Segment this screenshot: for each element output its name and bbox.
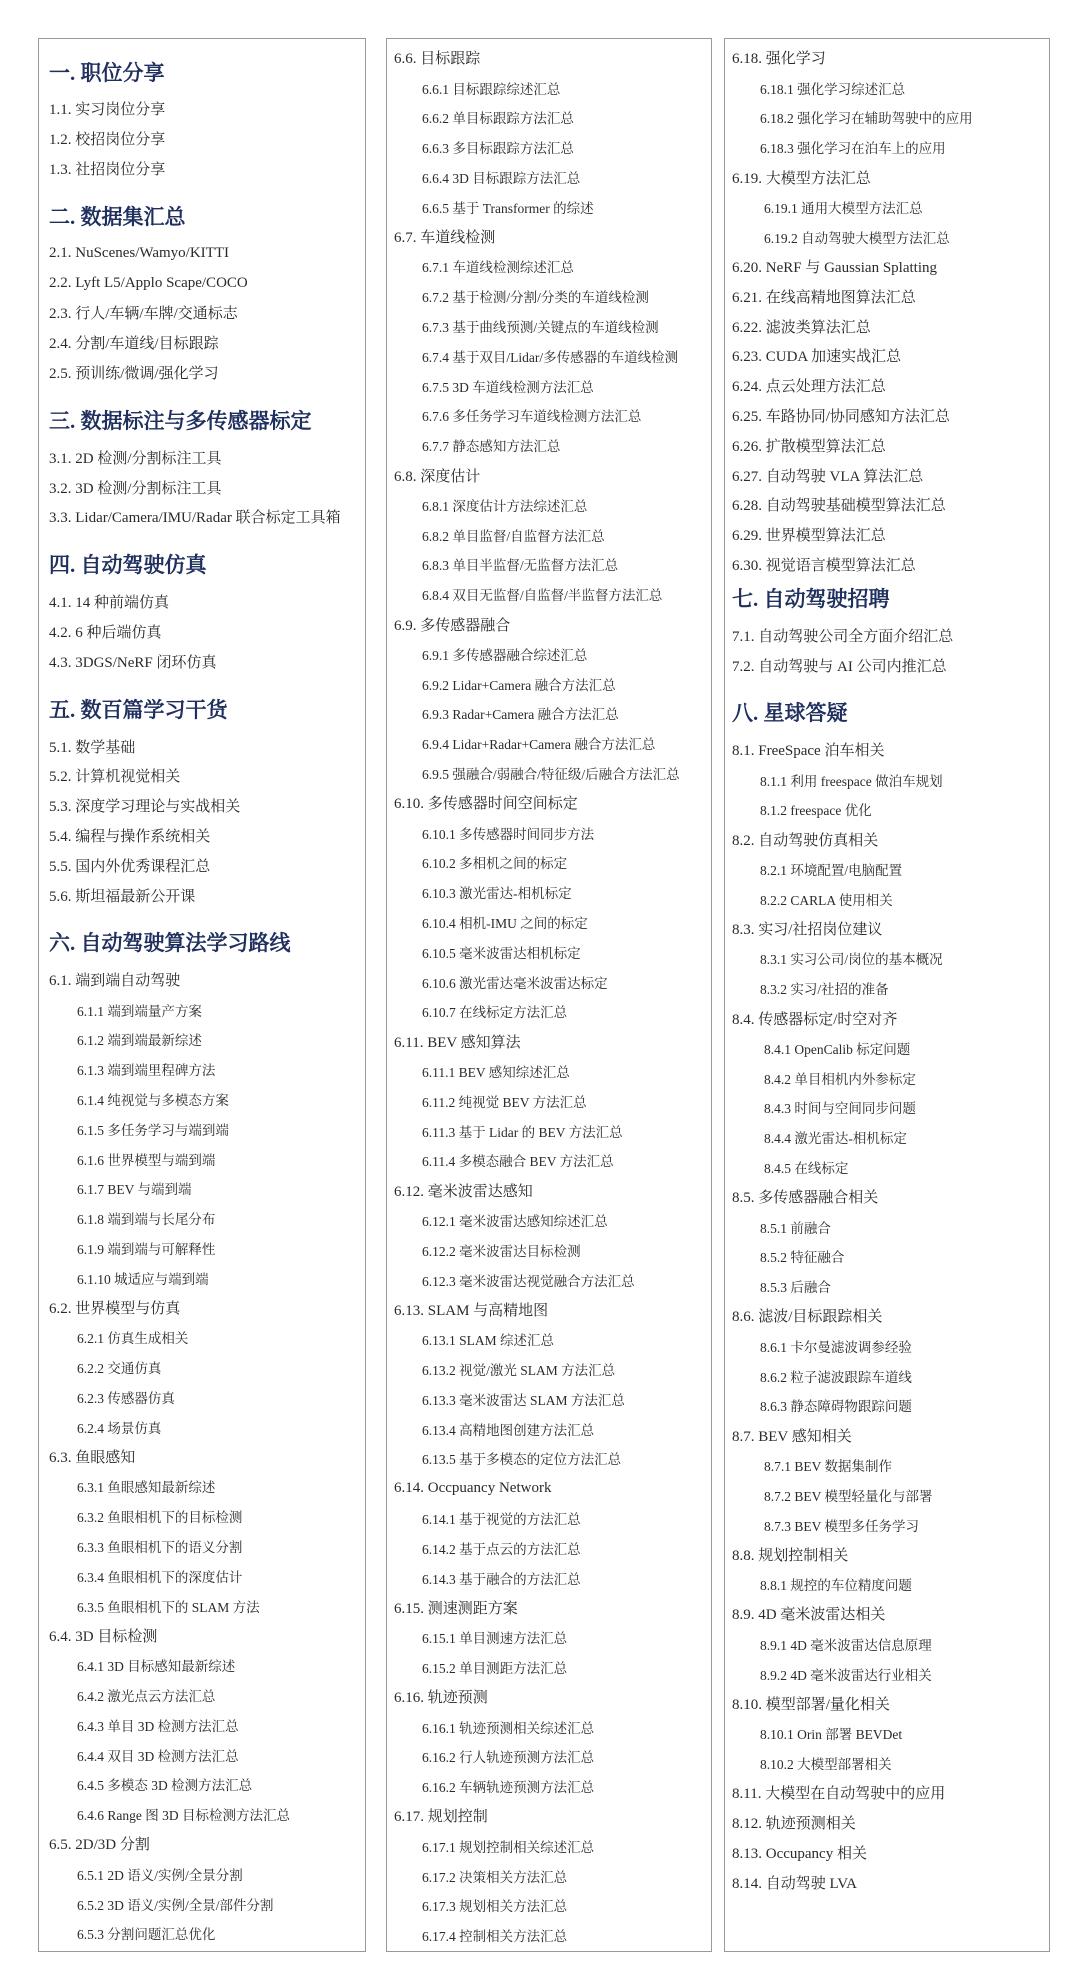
toc-subitem: 6.10.7 在线标定方法汇总 (422, 1005, 568, 1021)
toc-item: 8.6. 滤波/目标跟踪相关 (732, 1309, 883, 1326)
toc-item: 7.1. 自动驾驶公司全方面介绍汇总 (732, 628, 954, 645)
toc-subitem: 6.3.3 鱼眼相机下的语义分割 (77, 1539, 243, 1555)
toc-subitem: 8.5.1 前融合 (760, 1220, 831, 1236)
toc-subitem: 6.16.1 轨迹预测相关综述汇总 (422, 1720, 595, 1736)
toc-item: 8.5. 多传感器融合相关 (732, 1190, 879, 1207)
toc-subitem: 6.11.4 多模态融合 BEV 方法汇总 (422, 1154, 614, 1170)
toc-subitem: 6.9.2 Lidar+Camera 融合方法汇总 (422, 677, 616, 693)
toc-subitem: 8.6.1 卡尔曼滤波调参经验 (760, 1339, 912, 1355)
toc-item: 6.2. 世界模型与仿真 (49, 1301, 181, 1318)
toc-item: 2.2. Lyft L5/Applo Scape/COCO (49, 274, 248, 291)
toc-subitem: 8.3.1 实习公司/岗位的基本概况 (760, 952, 943, 968)
toc-subitem: 6.9.4 Lidar+Radar+Camera 融合方法汇总 (422, 737, 656, 753)
toc-subitem: 6.11.3 基于 Lidar 的 BEV 方法汇总 (422, 1124, 623, 1140)
toc-subitem: 6.16.2 车辆轨迹预测方法汇总 (422, 1780, 595, 1796)
toc-subitem: 6.17.1 规划控制相关综述汇总 (422, 1839, 595, 1855)
toc-item: 6.13. SLAM 与高精地图 (394, 1302, 549, 1319)
toc-item: 6.26. 扩散模型算法汇总 (732, 438, 886, 455)
toc-subitem: 6.10.4 相机-IMU 之间的标定 (422, 916, 588, 931)
toc-item: 1.3. 社招岗位分享 (49, 161, 166, 178)
toc-item: 6.30. 视觉语言模型算法汇总 (732, 557, 916, 574)
toc-subitem: 6.19.2 自动驾驶大模型方法汇总 (764, 230, 950, 246)
toc-subitem: 8.5.3 后融合 (760, 1280, 831, 1296)
toc-item: 6.29. 世界模型算法汇总 (732, 528, 886, 545)
toc-subitem: 6.1.2 端到端最新综述 (77, 1033, 202, 1049)
toc-subitem: 6.17.4 控制相关方法汇总 (422, 1929, 568, 1945)
section-gap (49, 183, 365, 197)
toc-subitem: 6.7.5 3D 车道线检测方法汇总 (422, 379, 594, 395)
toc-item: 6.25. 车路协同/协同感知方法汇总 (732, 408, 950, 425)
toc-item: 6.3. 鱼眼感知 (49, 1450, 136, 1467)
toc-column-3 (724, 38, 1050, 1952)
toc-item: 4.2. 6 种后端仿真 (49, 624, 162, 641)
toc-subitem: 6.6.1 目标跟踪综述汇总 (422, 81, 561, 97)
toc-subitem: 8.4.2 单目相机内外参标定 (764, 1071, 916, 1087)
toc-item: 2.4. 分割/车道线/目标跟踪 (49, 336, 219, 353)
toc-subitem: 8.2.1 环境配置/电脑配置 (760, 863, 903, 879)
toc-subitem: 8.5.2 特征融合 (760, 1250, 845, 1266)
toc-subitem: 6.13.3 毫米波雷达 SLAM 方法汇总 (422, 1392, 625, 1408)
toc-subitem: 6.4.1 3D 目标感知最新综述 (77, 1659, 236, 1675)
toc-subitem: 6.1.6 世界模型与端到端 (77, 1152, 216, 1168)
toc-item: 5.6. 斯坦福最新公开课 (49, 888, 196, 905)
toc-subitem: 6.4.6 Range 图 3D 目标检测方法汇总 (77, 1808, 290, 1824)
toc-item: 6.23. CUDA 加速实战汇总 (732, 349, 902, 366)
toc-subitem: 6.13.5 基于多模态的定位方法汇总 (422, 1452, 622, 1468)
toc-item: 8.3. 实习/社招岗位建议 (732, 922, 883, 939)
toc-subitem: 6.14.2 基于点云的方法汇总 (422, 1541, 581, 1557)
toc-item: 6.19. 大模型方法汇总 (732, 170, 871, 187)
toc-item: 5.5. 国内外优秀课程汇总 (49, 858, 211, 875)
toc-subitem: 6.11.1 BEV 感知综述汇总 (422, 1064, 570, 1080)
toc-subitem: 8.10.2 大模型部署相关 (760, 1756, 892, 1772)
toc-subitem: 6.7.3 基于曲线预测/关键点的车道线检测 (422, 320, 659, 336)
toc-subitem: 6.9.5 强融合/弱融合/特征级/后融合方法汇总 (422, 767, 680, 783)
toc-subitem: 6.12.2 毫米波雷达目标检测 (422, 1243, 581, 1259)
toc-item: 8.7. BEV 感知相关 (732, 1428, 852, 1445)
toc-subitem: 6.1.3 端到端里程碑方法 (77, 1063, 216, 1079)
toc-subitem: 6.7.2 基于检测/分割/分类的车道线检测 (422, 290, 649, 306)
toc-item: 5.3. 深度学习理论与实战相关 (49, 799, 241, 816)
toc-item: 6.16. 轨迹预测 (394, 1690, 488, 1707)
toc-item: 6.10. 多传感器时间空间标定 (394, 796, 578, 813)
toc-subitem: 6.12.3 毫米波雷达视觉融合方法汇总 (422, 1273, 635, 1289)
toc-column-1 (38, 38, 366, 1952)
toc-subitem: 6.1.8 端到端与长尾分布 (77, 1212, 216, 1228)
toc-item: 8.8. 规划控制相关 (732, 1547, 849, 1564)
toc-subitem: 6.2.1 仿真生成相关 (77, 1331, 189, 1347)
toc-item: 8.2. 自动驾驶仿真相关 (732, 832, 879, 849)
toc-subitem: 6.1.10 城适应与端到端 (77, 1271, 209, 1287)
toc-subitem: 6.16.2 行人轨迹预测方法汇总 (422, 1750, 595, 1766)
section-gap (49, 532, 365, 546)
toc-subitem: 8.6.2 粒子滤波跟踪车道线 (760, 1369, 912, 1385)
toc-subitem: 6.4.3 单目 3D 检测方法汇总 (77, 1718, 239, 1734)
toc-subitem: 8.4.1 OpenCalib 标定问题 (764, 1041, 911, 1057)
toc-item: 8.11. 大模型在自动驾驶中的应用 (732, 1786, 946, 1803)
section-heading: 三. 数据标注与多传感器标定 (49, 408, 312, 433)
toc-subitem: 8.9.2 4D 毫米波雷达行业相关 (760, 1667, 932, 1683)
toc-subitem: 6.10.2 多相机之间的标定 (422, 856, 568, 872)
toc-item: 6.12. 毫米波雷达感知 (394, 1183, 533, 1200)
toc-subitem: 6.8.2 单目监督/自监督方法汇总 (422, 528, 605, 544)
toc-column-2 (386, 38, 712, 1952)
section-heading: 一. 职位分享 (49, 60, 165, 85)
toc-subitem: 8.4.4 激光雷达-相机标定 (764, 1131, 907, 1147)
toc-subitem: 6.1.1 端到端量产方案 (77, 1003, 202, 1019)
toc-item: 6.8. 深度估计 (394, 468, 481, 485)
toc-subitem: 6.3.2 鱼眼相机下的目标检测 (77, 1510, 243, 1526)
toc-item: 6.15. 测速测距方案 (394, 1600, 518, 1617)
section-heading: 八. 星球答疑 (732, 701, 848, 726)
toc-item: 6.4. 3D 目标检测 (49, 1628, 158, 1645)
toc-subitem: 8.8.1 规控的车位精度问题 (760, 1578, 912, 1594)
toc-subitem: 6.4.4 双目 3D 检测方法汇总 (77, 1748, 239, 1764)
toc-subitem: 6.5.3 分割问题汇总优化 (77, 1927, 216, 1943)
toc-subitem: 8.6.3 静态障碍物跟踪问题 (760, 1399, 912, 1415)
toc-subitem: 6.7.6 多任务学习车道线检测方法汇总 (422, 409, 642, 425)
toc-item: 6.21. 在线高精地图算法汇总 (732, 289, 916, 306)
toc-subitem: 6.2.3 传感器仿真 (77, 1390, 175, 1406)
toc-item: 2.3. 行人/车辆/车牌/交通标志 (49, 306, 238, 323)
toc-subitem: 6.18.2 强化学习在辅助驾驶中的应用 (760, 111, 973, 127)
toc-item: 6.28. 自动驾驶基础模型算法汇总 (732, 498, 946, 515)
toc-subitem: 6.8.3 单目半监督/无监督方法汇总 (422, 558, 619, 574)
toc-subitem: 6.6.5 基于 Transformer 的综述 (422, 200, 594, 216)
toc-subitem: 6.17.3 规划相关方法汇总 (422, 1899, 568, 1915)
toc-subitem: 6.5.2 3D 语义/实例/全景/部件分割 (77, 1897, 274, 1913)
toc-subitem: 6.6.4 3D 目标跟踪方法汇总 (422, 171, 581, 187)
section-heading: 五. 数百篇学习干货 (49, 697, 228, 722)
toc-subitem: 8.4.3 时间与空间同步问题 (764, 1101, 916, 1117)
toc-item: 6.7. 车道线检测 (394, 230, 496, 247)
toc-item: 6.5. 2D/3D 分割 (49, 1837, 150, 1854)
toc-subitem: 8.10.1 Orin 部署 BEVDet (760, 1727, 903, 1743)
toc-subitem: 8.2.2 CARLA 使用相关 (760, 892, 893, 908)
toc-subitem: 6.4.5 多模态 3D 检测方法汇总 (77, 1778, 253, 1794)
toc-subitem: 6.14.1 基于视觉的方法汇总 (422, 1511, 581, 1527)
toc-item: 3.2. 3D 检测/分割标注工具 (49, 480, 222, 497)
section-gap (49, 387, 365, 401)
toc-subitem: 6.1.4 纯视觉与多模态方案 (77, 1093, 229, 1109)
toc-subitem: 6.1.9 端到端与可解释性 (77, 1242, 216, 1257)
toc-item: 8.9. 4D 毫米波雷达相关 (732, 1607, 886, 1624)
toc-item: 2.1. NuScenes/Wamyo/KITTI (49, 244, 229, 261)
section-heading: 六. 自动驾驶算法学习路线 (49, 931, 291, 956)
toc-subitem: 6.18.3 强化学习在泊车上的应用 (760, 141, 946, 157)
section-gap (49, 910, 365, 924)
section-heading: 二. 数据集汇总 (49, 204, 186, 229)
toc-subitem: 6.18.1 强化学习综述汇总 (760, 81, 906, 97)
toc-item: 6.22. 滤波类算法汇总 (732, 319, 871, 336)
toc-item: 6.17. 规划控制 (394, 1809, 488, 1826)
toc-item: 3.1. 2D 检测/分割标注工具 (49, 450, 222, 467)
toc-item: 1.1. 实习岗位分享 (49, 102, 166, 119)
toc-item: 8.12. 轨迹预测相关 (732, 1816, 856, 1833)
toc-item: 6.20. NeRF 与 Gaussian Splatting (732, 259, 937, 276)
toc-item: 7.2. 自动驾驶与 AI 公司内推汇总 (732, 658, 947, 675)
toc-item: 6.6. 目标跟踪 (394, 51, 481, 68)
section-gap (49, 676, 365, 690)
toc-subitem: 6.17.2 决策相关方法汇总 (422, 1869, 568, 1885)
toc-subitem: 6.7.4 基于双目/Lidar/多传感器的车道线检测 (422, 349, 679, 365)
toc-item: 8.14. 自动驾驶 LVA (732, 1875, 858, 1892)
toc-item: 6.24. 点云处理方法汇总 (732, 379, 886, 396)
toc-subitem: 6.11.2 纯视觉 BEV 方法汇总 (422, 1094, 587, 1110)
toc-subitem: 8.7.1 BEV 数据集制作 (764, 1458, 893, 1474)
toc-subitem: 6.3.1 鱼眼感知最新综述 (77, 1480, 216, 1496)
toc-item: 5.1. 数学基础 (49, 739, 136, 756)
toc-item: 4.3. 3DGS/NeRF 闭环仿真 (49, 654, 217, 671)
toc-subitem: 6.3.5 鱼眼相机下的 SLAM 方法 (77, 1599, 260, 1615)
toc-item: 5.2. 计算机视觉相关 (49, 769, 181, 786)
toc-item: 6.14. Occpuancy Network (394, 1479, 552, 1496)
toc-subitem: 6.8.4 双目无监督/自监督/半监督方法汇总 (422, 588, 663, 604)
toc-subitem: 8.1.1 利用 freespace 做泊车规划 (760, 773, 943, 789)
toc-item: 6.1. 端到端自动驾驶 (49, 973, 181, 990)
toc-item: 1.2. 校招岗位分享 (49, 132, 166, 149)
toc-subitem: 6.7.7 静态感知方法汇总 (422, 439, 561, 455)
toc-subitem: 6.8.1 深度估计方法综述汇总 (422, 498, 588, 514)
toc-subitem: 6.3.4 鱼眼相机下的深度估计 (77, 1569, 243, 1585)
toc-subitem: 6.10.1 多传感器时间同步方法 (422, 826, 595, 842)
toc-subitem: 6.2.2 交通仿真 (77, 1361, 162, 1377)
toc-item: 2.5. 预训练/微调/强化学习 (49, 365, 219, 382)
section-gap (732, 680, 1049, 694)
toc-subitem: 6.13.2 视觉/激光 SLAM 方法汇总 (422, 1362, 616, 1378)
toc-item: 8.4. 传感器标定/时空对齐 (732, 1011, 898, 1028)
toc-subitem: 6.6.2 单目标跟踪方法汇总 (422, 111, 574, 127)
toc-subitem: 8.4.5 在线标定 (764, 1160, 849, 1176)
toc-item: 8.13. Occupancy 相关 (732, 1845, 867, 1862)
toc-subitem: 6.19.1 通用大模型方法汇总 (764, 200, 923, 216)
toc-item: 6.9. 多传感器融合 (394, 617, 511, 634)
toc-subitem: 6.15.1 单目测速方法汇总 (422, 1631, 568, 1647)
toc-subitem: 8.9.1 4D 毫米波雷达信息原理 (760, 1637, 932, 1653)
toc-subitem: 6.15.2 单目测距方法汇总 (422, 1660, 568, 1676)
toc-subitem: 6.10.3 激光雷达-相机标定 (422, 886, 572, 902)
toc-item: 6.11. BEV 感知算法 (394, 1034, 521, 1051)
toc-subitem: 6.5.1 2D 语义/实例/全景分割 (77, 1867, 243, 1883)
toc-item: 6.27. 自动驾驶 VLA 算法汇总 (732, 468, 924, 485)
toc-subitem: 8.7.2 BEV 模型轻量化与部署 (764, 1488, 933, 1504)
toc-subitem: 6.9.3 Radar+Camera 融合方法汇总 (422, 707, 619, 723)
toc-item: 8.10. 模型部署/量化相关 (732, 1696, 890, 1713)
toc-subitem: 6.1.7 BEV 与端到端 (77, 1182, 192, 1198)
toc-subitem: 6.13.4 高精地图创建方法汇总 (422, 1422, 595, 1438)
toc-subitem: 6.12.1 毫米波雷达感知综述汇总 (422, 1213, 608, 1229)
toc-subitem: 6.1.5 多任务学习与端到端 (77, 1122, 229, 1138)
toc-item: 4.1. 14 种前端仿真 (49, 595, 170, 612)
toc-subitem: 6.10.6 激光雷达毫米波雷达标定 (422, 975, 608, 991)
toc-subitem: 6.2.4 场景仿真 (77, 1420, 162, 1436)
toc-subitem: 6.14.3 基于融合的方法汇总 (422, 1571, 581, 1587)
toc-subitem: 6.10.5 毫米波雷达相机标定 (422, 945, 581, 961)
toc-subitem: 6.9.1 多传感器融合综述汇总 (422, 647, 588, 663)
toc-subitem: 8.7.3 BEV 模型多任务学习 (764, 1518, 920, 1534)
toc-subitem: 6.13.1 SLAM 综述汇总 (422, 1333, 555, 1349)
toc-item: 8.1. FreeSpace 泊车相关 (732, 743, 885, 760)
toc-subitem: 6.7.1 车道线检测综述汇总 (422, 260, 574, 276)
section-heading: 七. 自动驾驶招聘 (732, 586, 890, 611)
toc-item: 6.18. 强化学习 (732, 51, 826, 68)
toc-subitem: 8.1.2 freespace 优化 (760, 803, 872, 819)
toc-subitem: 8.3.2 实习/社招的准备 (760, 982, 889, 998)
toc-subitem: 6.6.3 多目标跟踪方法汇总 (422, 141, 574, 157)
section-heading: 四. 自动驾驶仿真 (49, 553, 207, 578)
toc-item: 3.3. Lidar/Camera/IMU/Radar 联合标定工具箱 (49, 510, 341, 527)
toc-subitem: 6.4.2 激光点云方法汇总 (77, 1688, 216, 1704)
toc-item: 5.4. 编程与操作系统相关 (49, 828, 211, 845)
